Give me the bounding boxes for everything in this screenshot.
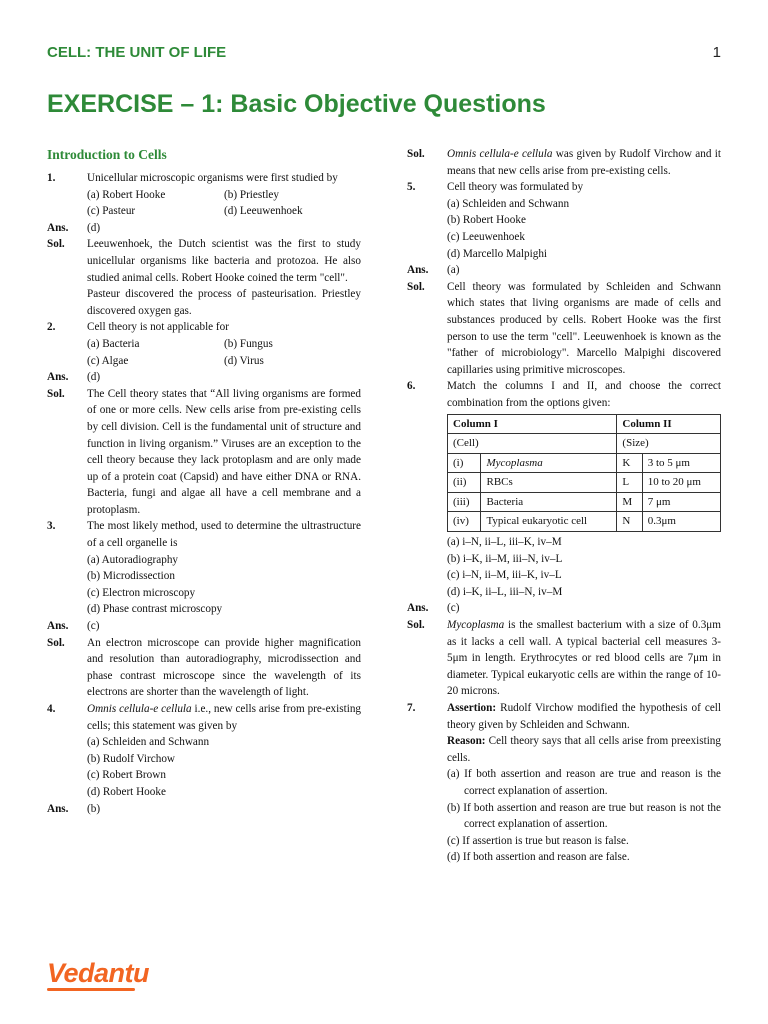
column-1-subheader: (Cell) <box>448 434 617 454</box>
row-size: 0.3μm <box>642 512 720 532</box>
sol-label: Sol. <box>407 148 425 160</box>
question-7 <box>407 700 721 866</box>
answer-5 <box>407 262 721 279</box>
solution-3 <box>47 635 361 701</box>
option-a: (a) i–N, ii–L, iii–K, iv–M <box>447 536 562 549</box>
logo-underline <box>47 988 135 991</box>
option-d: (d) Leeuwenhoek <box>224 205 303 218</box>
solution-4 <box>407 146 721 179</box>
row-key: K <box>617 453 642 473</box>
chapter-title: CELL: THE UNIT OF LIFE <box>47 44 227 61</box>
option-b: (b) Priestley <box>224 188 279 201</box>
row-cell: Mycoplasma <box>481 453 617 473</box>
row-size: 3 to 5 μm <box>642 453 720 473</box>
row-key: N <box>617 512 642 532</box>
sol-label: Sol. <box>407 280 425 293</box>
sol-label: Sol. <box>407 619 425 632</box>
solution-5 <box>407 279 721 379</box>
exercise-title: EXERCISE – 1: Basic Objective Questions <box>47 90 546 118</box>
solution-6 <box>407 617 721 700</box>
answer-value: (d) <box>87 371 101 384</box>
solution-text: Omnis cellula-e cellula was given by Rudolf Virchow and it means that new cells arise from pre-existing cells. <box>447 148 721 177</box>
assertion: Assertion: Rudolf Virchow modified the hypothesis of cell theory given by Schleiden and Schwann. <box>447 702 721 731</box>
question-text: Match the columns I and II, and choose the correct combination from the options given: <box>447 380 721 409</box>
answer-value: (a) <box>447 264 460 277</box>
column-2-subheader: (Size) <box>617 434 721 454</box>
option-b: (b) Microdissection <box>87 570 175 583</box>
table-row <box>448 473 721 493</box>
option-d: (d) Phase contrast microscopy <box>87 603 223 616</box>
latin-phrase: Omnis cellula-e cellula <box>447 148 553 160</box>
option-d: (d) Marcello Malpighi <box>447 247 548 260</box>
option-c: (c) Algae <box>87 354 129 367</box>
option-c: (c) i–N, ii–M, iii–K, iv–L <box>447 569 562 582</box>
row-num: (ii) <box>448 473 481 493</box>
table-header-row <box>448 414 721 434</box>
answer-6 <box>407 600 721 617</box>
question-3 <box>47 518 361 618</box>
option-a: (a) If both assertion and reason are true and reason is the correct explanation of assertion. <box>447 768 721 797</box>
ans-label: Ans. <box>407 602 429 615</box>
question-text: The most likely method, used to determine the ultrastructure of a cell organelle is <box>87 520 361 550</box>
question-number: 2. <box>47 321 56 334</box>
option-b: (b) Rudolf Virchow <box>87 752 175 765</box>
table-row <box>448 453 721 473</box>
row-size: 10 to 20 μm <box>642 473 720 493</box>
sol-label: Sol. <box>47 636 65 649</box>
right-column <box>407 146 721 866</box>
row-size: 7 μm <box>642 492 720 512</box>
row-cell: Typical eukaryotic cell <box>481 512 617 532</box>
table-row <box>448 492 721 512</box>
answer-value: (b) <box>87 802 101 815</box>
answer-value: (d) <box>87 221 101 234</box>
question-number: 3. <box>47 520 56 533</box>
question-4 <box>47 701 361 801</box>
question-2 <box>47 319 361 369</box>
ans-label: Ans. <box>407 264 429 277</box>
solution-2 <box>47 386 361 519</box>
question-5 <box>407 179 721 262</box>
question-text: Omnis cellula-e cellula i.e., new cells arise from pre-existing cells; this statement was given by <box>87 703 362 732</box>
row-cell: Bacteria <box>481 492 617 512</box>
question-number: 5. <box>407 181 416 194</box>
question-6 <box>407 378 721 600</box>
match-table <box>447 414 721 533</box>
ans-label: Ans. <box>47 221 69 234</box>
answer-1 <box>47 220 361 237</box>
latin-phrase: Omnis cellula-e cellula <box>87 703 192 715</box>
option-a: (a) Robert Hooke <box>87 188 166 201</box>
question-text: Cell theory is not applicable for <box>87 321 229 334</box>
solution-text: An electron microscope can provide higher magnification and resolution than autoradiography, microdissection and phase contrast microscope since the wavelength of its electrons are shorter than the wavelength of light. <box>87 636 361 699</box>
option-d: (d) i–K, ii–L, iii–N, iv–M <box>447 585 563 598</box>
option-d: (d) Robert Hooke <box>87 785 166 798</box>
assertion-label: Assertion: <box>447 702 497 714</box>
question-number: 1. <box>47 172 56 184</box>
row-num: (iii) <box>448 492 481 512</box>
option-b: (b) Robert Hooke <box>447 214 526 227</box>
section-title: Introduction to Cells <box>47 147 167 162</box>
solution-text: Leeuwenhoek, the Dutch scientist was the first to study unicellular organisms like bacteria and protozoa. He also studied animal cells. Robert Hooke coined the term "cell". <box>87 238 361 284</box>
option-d: (d) If both assertion and reason are false. <box>447 851 630 864</box>
solution-text: Cell theory was formulated by Schleiden and Schwann which states that living organisms are made of cells and substances produced by cells. Robert Hooke was the first person to use the term "cell". Leeuwenhoek is known as the "father of microbiology". Marcello Malpighi discovered capillaries using primitive microscopes. <box>447 280 721 376</box>
option-c: (c) If assertion is true but reason is false. <box>447 834 629 847</box>
row-key: M <box>617 492 642 512</box>
options <box>87 336 361 369</box>
organism-name: Mycoplasma <box>447 619 505 632</box>
option-b: (b) i–K, ii–M, iii–N, iv–L <box>447 552 563 565</box>
option-a: (a) Bacteria <box>87 337 140 350</box>
question-text: Cell theory was formulated by <box>447 181 584 194</box>
table-row <box>448 512 721 532</box>
solution-text: Mycoplasma is the smallest bacterium with a size of 0.3μm as it lacks a cell wall. A typical bacterial cell measures 3-5μm in length. Erythrocytes or red blood cells are 7μm in diameter. Typical eukaryotic cells are within the range of 10-20 microns. <box>447 619 721 698</box>
option-a: (a) Autoradiography <box>87 553 179 566</box>
row-num: (i) <box>448 453 481 473</box>
question-text: Unicellular microscopic organisms were first studied by <box>87 172 338 184</box>
row-num: (iv) <box>448 512 481 532</box>
page-header <box>47 44 721 66</box>
option-b: (b) Fungus <box>224 337 273 350</box>
option-b: (b) If both assertion and reason are true but reason is not the correct explanation of assertion. <box>447 801 721 831</box>
reason: Reason: Cell theory says that all cells arise from preexisting cells. <box>447 735 721 764</box>
question-number: 7. <box>407 702 416 714</box>
answer-value: (c) <box>447 602 460 615</box>
ans-label: Ans. <box>47 371 69 384</box>
solution-text: The Cell theory states that “All living organisms are formed of one or more cells. New cells arise from pre-existing cells by cell division. Cell is the fundamental unit of structure and function in living organism.” Viruses are an exception to the cell theory because they lack protoplasm and are only made up of a protein coat (Capsid) and have either DNA or RNA. Bacteria, fungi and algae all have a cell membrane and a protoplasm. <box>87 387 361 516</box>
answer-2 <box>47 369 361 386</box>
option-a: (a) Schleiden and Schwann <box>87 736 210 749</box>
sol-label: Sol. <box>47 387 65 400</box>
option-a: (a) Schleiden and Schwann <box>447 197 570 210</box>
option-c: (c) Electron microscopy <box>87 586 196 599</box>
left-column <box>47 146 361 817</box>
option-c: (c) Pasteur <box>87 205 136 218</box>
question-number: 4. <box>47 703 56 715</box>
ans-label: Ans. <box>47 802 69 815</box>
page-number: 1 <box>712 44 721 61</box>
option-c: (c) Leeuwenhoek <box>447 230 525 243</box>
option-c: (c) Robert Brown <box>87 769 166 782</box>
answer-value: (c) <box>87 620 100 633</box>
row-cell: RBCs <box>481 473 617 493</box>
question-1 <box>47 170 361 220</box>
solution-1 <box>47 236 361 319</box>
column-2-header: Column II <box>617 414 721 434</box>
reason-label: Reason: <box>447 735 486 748</box>
table-subheader-row <box>448 434 721 454</box>
column-1-header: Column I <box>448 414 617 434</box>
question-number: 6. <box>407 380 416 393</box>
answer-4 <box>47 801 361 818</box>
sol-label: Sol. <box>47 238 65 251</box>
option-d: (d) Virus <box>224 354 264 367</box>
ans-label: Ans. <box>47 620 69 633</box>
vedantu-logo: Vedantu <box>47 958 150 988</box>
options <box>87 187 361 220</box>
solution-text-2: Pasteur discovered the process of pasteurisation. Priestley discovered oxygen gas. <box>87 288 361 317</box>
row-key: L <box>617 473 642 493</box>
answer-3 <box>47 618 361 635</box>
